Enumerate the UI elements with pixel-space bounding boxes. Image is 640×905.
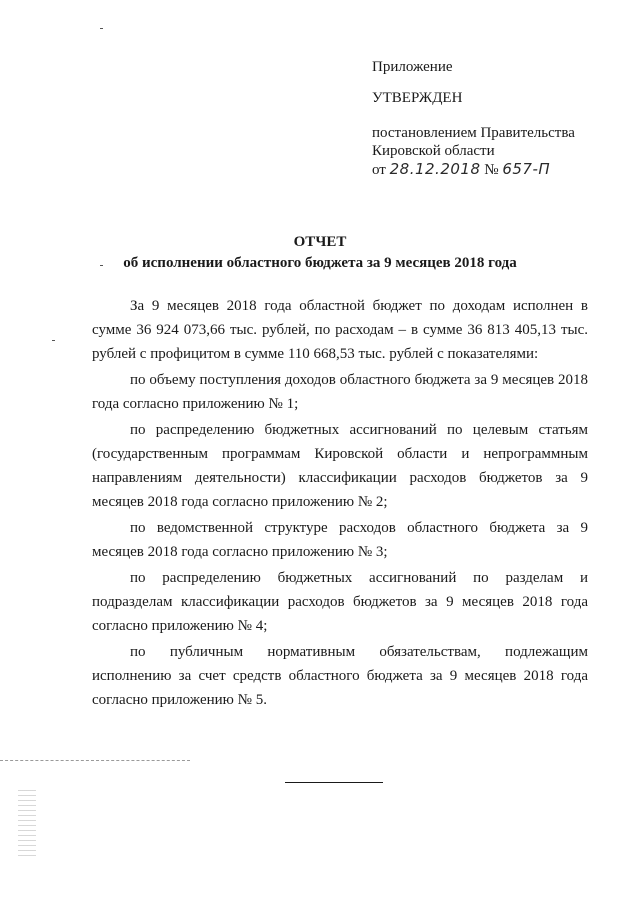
paragraph-summary: За 9 месяцев 2018 года областной бюджет по доходам исполнен в сумме 36 924 073,66 тыс. рублей, по расходам – в сумме 36 813 405,13 тыс. рублей с профицитом в сумме 110 668,53 тыс. рублей с показателями: [92,298,588,362]
scan-mark [52,340,55,341]
scan-artifact-line [0,760,190,761]
document-subtitle: об исполнении областного бюджета за 9 месяцев 2018 года [123,255,517,271]
annex-label: Приложение [372,59,453,75]
scan-artifact-noise [18,790,36,860]
report-body [92,294,588,712]
paragraph-annex-3: по ведомственной структуре расходов областного бюджета за 9 месяцев 2018 года согласно приложению № 3; [92,520,588,560]
scan-mark [100,28,103,29]
closing-divider [285,782,383,783]
approved-label: УТВЕРЖДЕН [372,90,463,106]
number-sign: № [484,162,499,178]
paragraph-annex-4: по распределению бюджетных ассигнований по разделам и подразделам классификации расходов бюджетов за 9 месяцев 2018 года согласно приложению № 4; [92,570,588,634]
handwritten-number: 657-П [502,160,551,178]
approval-header [372,58,622,179]
decree-line-1: постановлением Правительства [372,125,575,141]
paragraph-annex-5: по публичным нормативным обязательствам, подлежащим исполнению за счет средств областного бюджета за 9 месяцев 2018 года согласно приложению № 5. [92,644,588,708]
decree-date-line [372,160,622,179]
document-title: ОТЧЕТ [293,234,347,250]
paragraph-annex-1: по объему поступления доходов областного бюджета за 9 месяцев 2018 года согласно приложению № 1; [92,372,588,412]
paragraph-annex-2: по распределению бюджетных ассигнований по целевым статьям (государственным программам Кировской области и непрограммным направлениям деятельности) классификации расходов бюджетов за 9 месяцев 2018 года согласно приложению № 2; [92,422,588,510]
date-prefix: от [372,162,386,178]
decree-line-2: Кировской области [372,143,495,159]
handwritten-date: 28.12.2018 [389,160,481,178]
